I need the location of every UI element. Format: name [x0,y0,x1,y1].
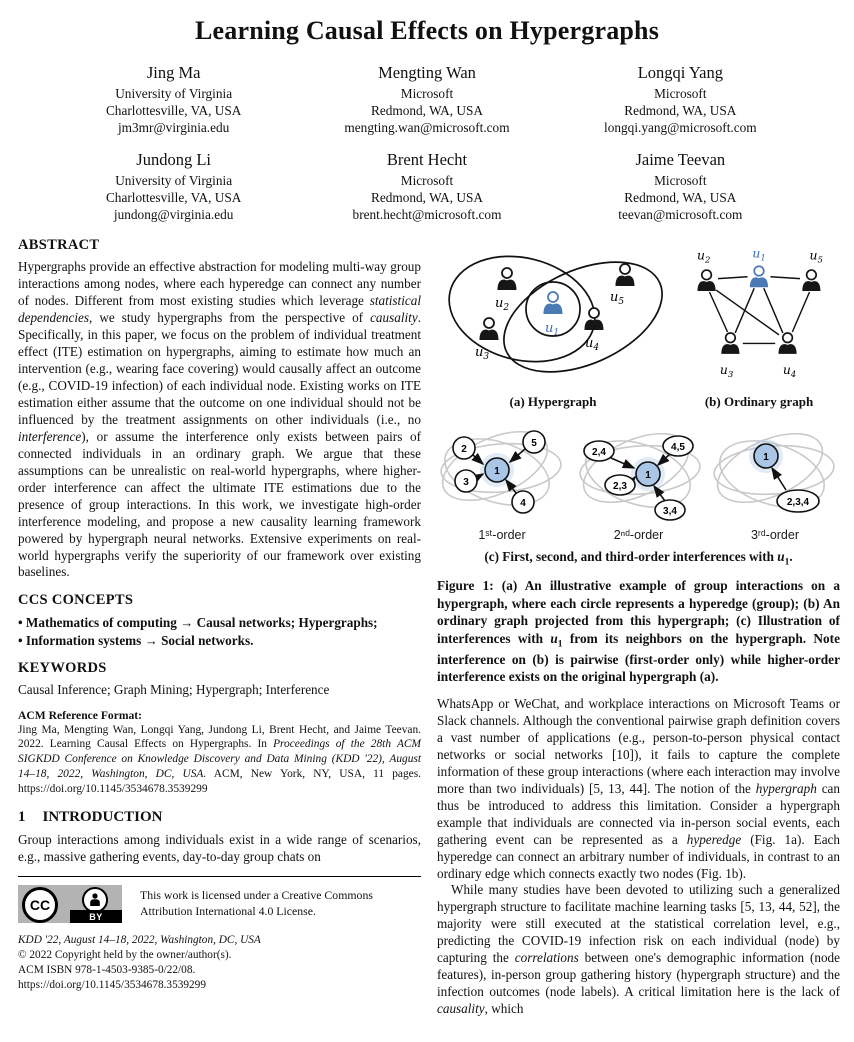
node-label-u3: $u_3$ [475,345,490,363]
hypergraph-diagram [437,237,669,387]
author-name: Mengting Wan [378,63,476,82]
hyperedge-ellipse [438,242,606,377]
interference-arrows [772,468,786,490]
figure1-caption: Figure 1: (a) An illustrative example of group interactions on a hypergraph, where each circle represents a hyperedge (group); (b) An ordinary graph projected from this hypergraph; (c) Illustration of interferences with $u_1$ from its neighbors on the hypergraph. Note interference on (b) is pairwise (first-order only) while higher-order interference exists on the original hypergraph (a). [437,577,840,685]
license-text: This work is licensed under a Creative Commons Attribution International 4.0 License. [140,888,373,918]
footer-block [18,933,421,994]
person-icon-highlight [750,267,768,288]
author-email: teevan@microsoft.com [618,207,743,223]
author-affiliation: Microsoft [654,173,707,189]
figure1a-caption: (a) Hypergraph [509,394,597,410]
third-order-label: 3ʳᵈ-order [750,528,799,543]
author-email: jundong@virginia.edu [113,207,234,223]
author-location: Redmond, WA, USA [370,103,484,119]
third-order-diagram [710,418,840,522]
node-text: 1 [494,466,500,478]
ccs-heading: CCS CONCEPTS [18,592,134,609]
author-block [300,62,553,136]
author-location: Charlottesville, VA, USA [105,103,242,119]
interference-third-order [710,418,840,542]
node-text: 4,5 [670,442,685,454]
license-block [18,885,421,923]
figure1b-caption: (b) Ordinary graph [704,394,814,410]
author-block [47,62,300,136]
figure1b [678,237,840,410]
author-email: mengting.wan@microsoft.com [344,120,510,136]
node-label-u2: $u_2$ [495,296,510,314]
author-location: Charlottesville, VA, USA [105,190,242,206]
author-affiliation: Microsoft [654,86,707,102]
person-icon [802,270,820,291]
node-label-u5: $u_5$ [809,248,823,266]
node-label-u1: $u_1$ [752,246,766,264]
figure1a [437,237,669,410]
author-name: Brent Hecht [386,150,468,170]
author-affiliation: University of Virginia [115,173,233,189]
node-text: 2,3 [612,481,627,493]
hyperedge-ellipse [487,240,669,387]
acm-reference-heading: ACM Reference Format: [18,708,143,722]
node-label-u2: $u_2$ [697,248,711,266]
acm-reference-text: Jing Ma, Mengting Wan, Longqi Yang, Jundong Li, Brent Hecht, and Jaime Teevan. 2022. Learning Causal Effects on Hypergraphs. In Proceedings of the 28th ACM SIGKDD Conference on Knowledge Discovery and Data Mining (KDD '22), August 14–18, 2022, Washington, DC, USA. ACM, New York, NY, USA, 11 pages. https://doi.org/10.1145/3534678.3539299 [18,723,421,795]
person-glyph-icon [89,893,101,907]
section-number: 1 [18,809,26,826]
author-name: Jundong Li [136,150,212,170]
ccs-item-2: • Information systems → Social networks. [18,632,254,648]
person-icon-highlight [544,292,563,314]
figure1-row-ab [437,237,840,410]
author-location: Redmond, WA, USA [624,190,737,206]
node-text: 3,4 [662,506,677,518]
footnote-rule [18,876,421,877]
footer-copyright: © 2022 Copyright held by the owner/author(s). [18,949,232,962]
body-paragraph-1: WhatsApp or WeChat, and workplace interactions on Microsoft Teams or Slack channels. Although the conventional pairwise graph definition covers a vast number of applications (e.g., person-to-person physical contact networks or social networks [10]), it fails to capture the complete information of these group interactions (where each interaction may involve more than two individuals) [5, 13, 44]. The notion of the hypergraph can thus be introduced to address this limitation. Consider a hypergraph example that individuals are connected via in-person social events, each gathering event can be represented as a hyperedge (Fig. 1a). Each hyperedge can connect an arbitrary number of individuals, in contrast to an ordinary edge which connects exactly two nodes (Fig. 1b). [437,695,840,881]
footer-isbn: ACM ISBN 978-1-4503-9385-0/22/08. [18,964,196,977]
first-order-diagram [437,418,567,522]
right-column [437,235,840,1018]
author-location: Redmond, WA, USA [624,103,737,119]
footer-doi-link[interactable] [18,978,421,993]
node-text: 2,3,4 [786,497,810,509]
author-grid [47,62,807,223]
person-icon [779,333,797,354]
node-label-u5: $u_5$ [610,290,625,308]
second-order-label: 2ⁿᵈ-order [613,528,664,543]
node-label-u3: $u_3$ [719,363,734,381]
person-icon [480,318,499,340]
second-order-diagram [574,418,704,522]
author-email: longqi.yang@microsoft.com [604,120,757,136]
cc-by-badge [18,885,122,923]
author-affiliation: University of Virginia [115,86,233,102]
node-label-u4: $u_4$ [782,363,797,381]
first-order-label: 1ˢᵗ-order [478,528,526,543]
ccs-item-1: • Mathematics of computing → Causal networks; Hypergraphs; [18,615,378,631]
node-label-u1: $u_1$ [545,321,560,339]
author-name: Jaime Teevan [635,150,726,170]
author-block [300,149,553,223]
person-icon [498,268,517,290]
author-name: Jing Ma [146,63,201,82]
ordinary-graph-diagram [678,237,840,387]
author-email: brent.hecht@microsoft.com [352,207,502,223]
person-icon [616,264,635,286]
author-block [554,149,807,223]
author-location: Redmond, WA, USA [370,190,484,206]
interference-second-order [574,418,704,542]
figure1c-caption: (c) First, second, and third-order interferences with $u_1$. [484,549,793,568]
author-affiliation: Microsoft [400,86,454,102]
cc-icon: CC [22,887,58,923]
node-text: 2,4 [591,447,606,459]
footer-venue: KDD '22, August 14–18, 2022, Washington, DC, USA [18,934,261,947]
keywords-heading: KEYWORDS [18,659,107,676]
doi-link[interactable]: https://doi.org/10.1145/3534678.3539299 [18,979,206,992]
person-icon [585,308,604,330]
node-label-u4: $u_4$ [585,336,600,354]
left-column [18,235,421,1018]
node-text: 1 [644,470,651,482]
node-text: 5 [531,438,537,450]
figure1c-row [437,418,840,542]
abstract-heading: ABSTRACT [18,237,100,254]
introduction-heading [18,809,421,826]
keywords-text: Causal Inference; Graph Mining; Hypergraph; Interference [18,681,330,697]
node-text: 3 [463,477,469,489]
author-affiliation: Microsoft [400,173,454,189]
author-email: jm3mr@virginia.edu [117,120,230,136]
paper-title: Learning Causal Effects on Hypergraphs [194,16,660,45]
node-text: 1 [763,452,769,464]
author-block [554,62,807,136]
person-icon [698,270,716,291]
introduction-text: Group interactions among individuals exist in a wide range of scenarios, e.g., massive gathering events, day-to-day group chats on [18,832,421,865]
person-icon [721,333,739,354]
cc-by-label: BY [70,910,122,923]
author-name: Longqi Yang [637,63,723,82]
node-text: 2 [461,444,467,456]
author-block [47,149,300,223]
node-text: 4 [520,498,526,510]
interference-first-order [437,418,567,542]
body-paragraph-2: While many studies have been devoted to utilizing such a generalized hypergraph structure to facilitate machine learning tasks [5, 13, 44, 52], the majority were still executed at the statistical correlation level, e.g., predicting the COVID-19 infection risk on each individual (node) by capturing the correlations between one's demographic information (node features), in-person group gathering history (hypergraph structure) and the infection outcomes (node labels). A critical limitation here is the lack of causality, which [437,882,840,1017]
abstract-text: Hypergraphs provide an effective abstraction for modeling multi-way group interactions among nodes, where each hyperedge can connect any number of nodes. Different from most existing studies which leverage statistical dependencies, we study hypergraphs from the perspective of causality. Specifically, in this paper, we focus on the problem of individual treatment effect (ITE) estimation on hypergraphs, aiming to estimate how much an intervention (e.g., wearing face covering) would causally affect an outcome (e.g., COVID-19 infection) of each individual node. Existing works on ITE estimation either assume that the outcome on one individual should not be influenced by the treatment assignments on other individuals (i.e., no interference), or assume the interference only exists between pairs of connected individuals in an ordinary graph. We argue that these assumptions can be unrealistic on real-world hypergraphs, where higher-order interference can affect the ultimate ITE estimations due to the presence of group interactions. In this work, we investigate high-order interference modeling, and propose a new causality learning framework powered by hypergraph neural networks. Extensive experiments on real-world hypergraphs verify the superiority of our framework over existing baselines. [18,259,421,580]
section-title: INTRODUCTION [42,809,163,826]
